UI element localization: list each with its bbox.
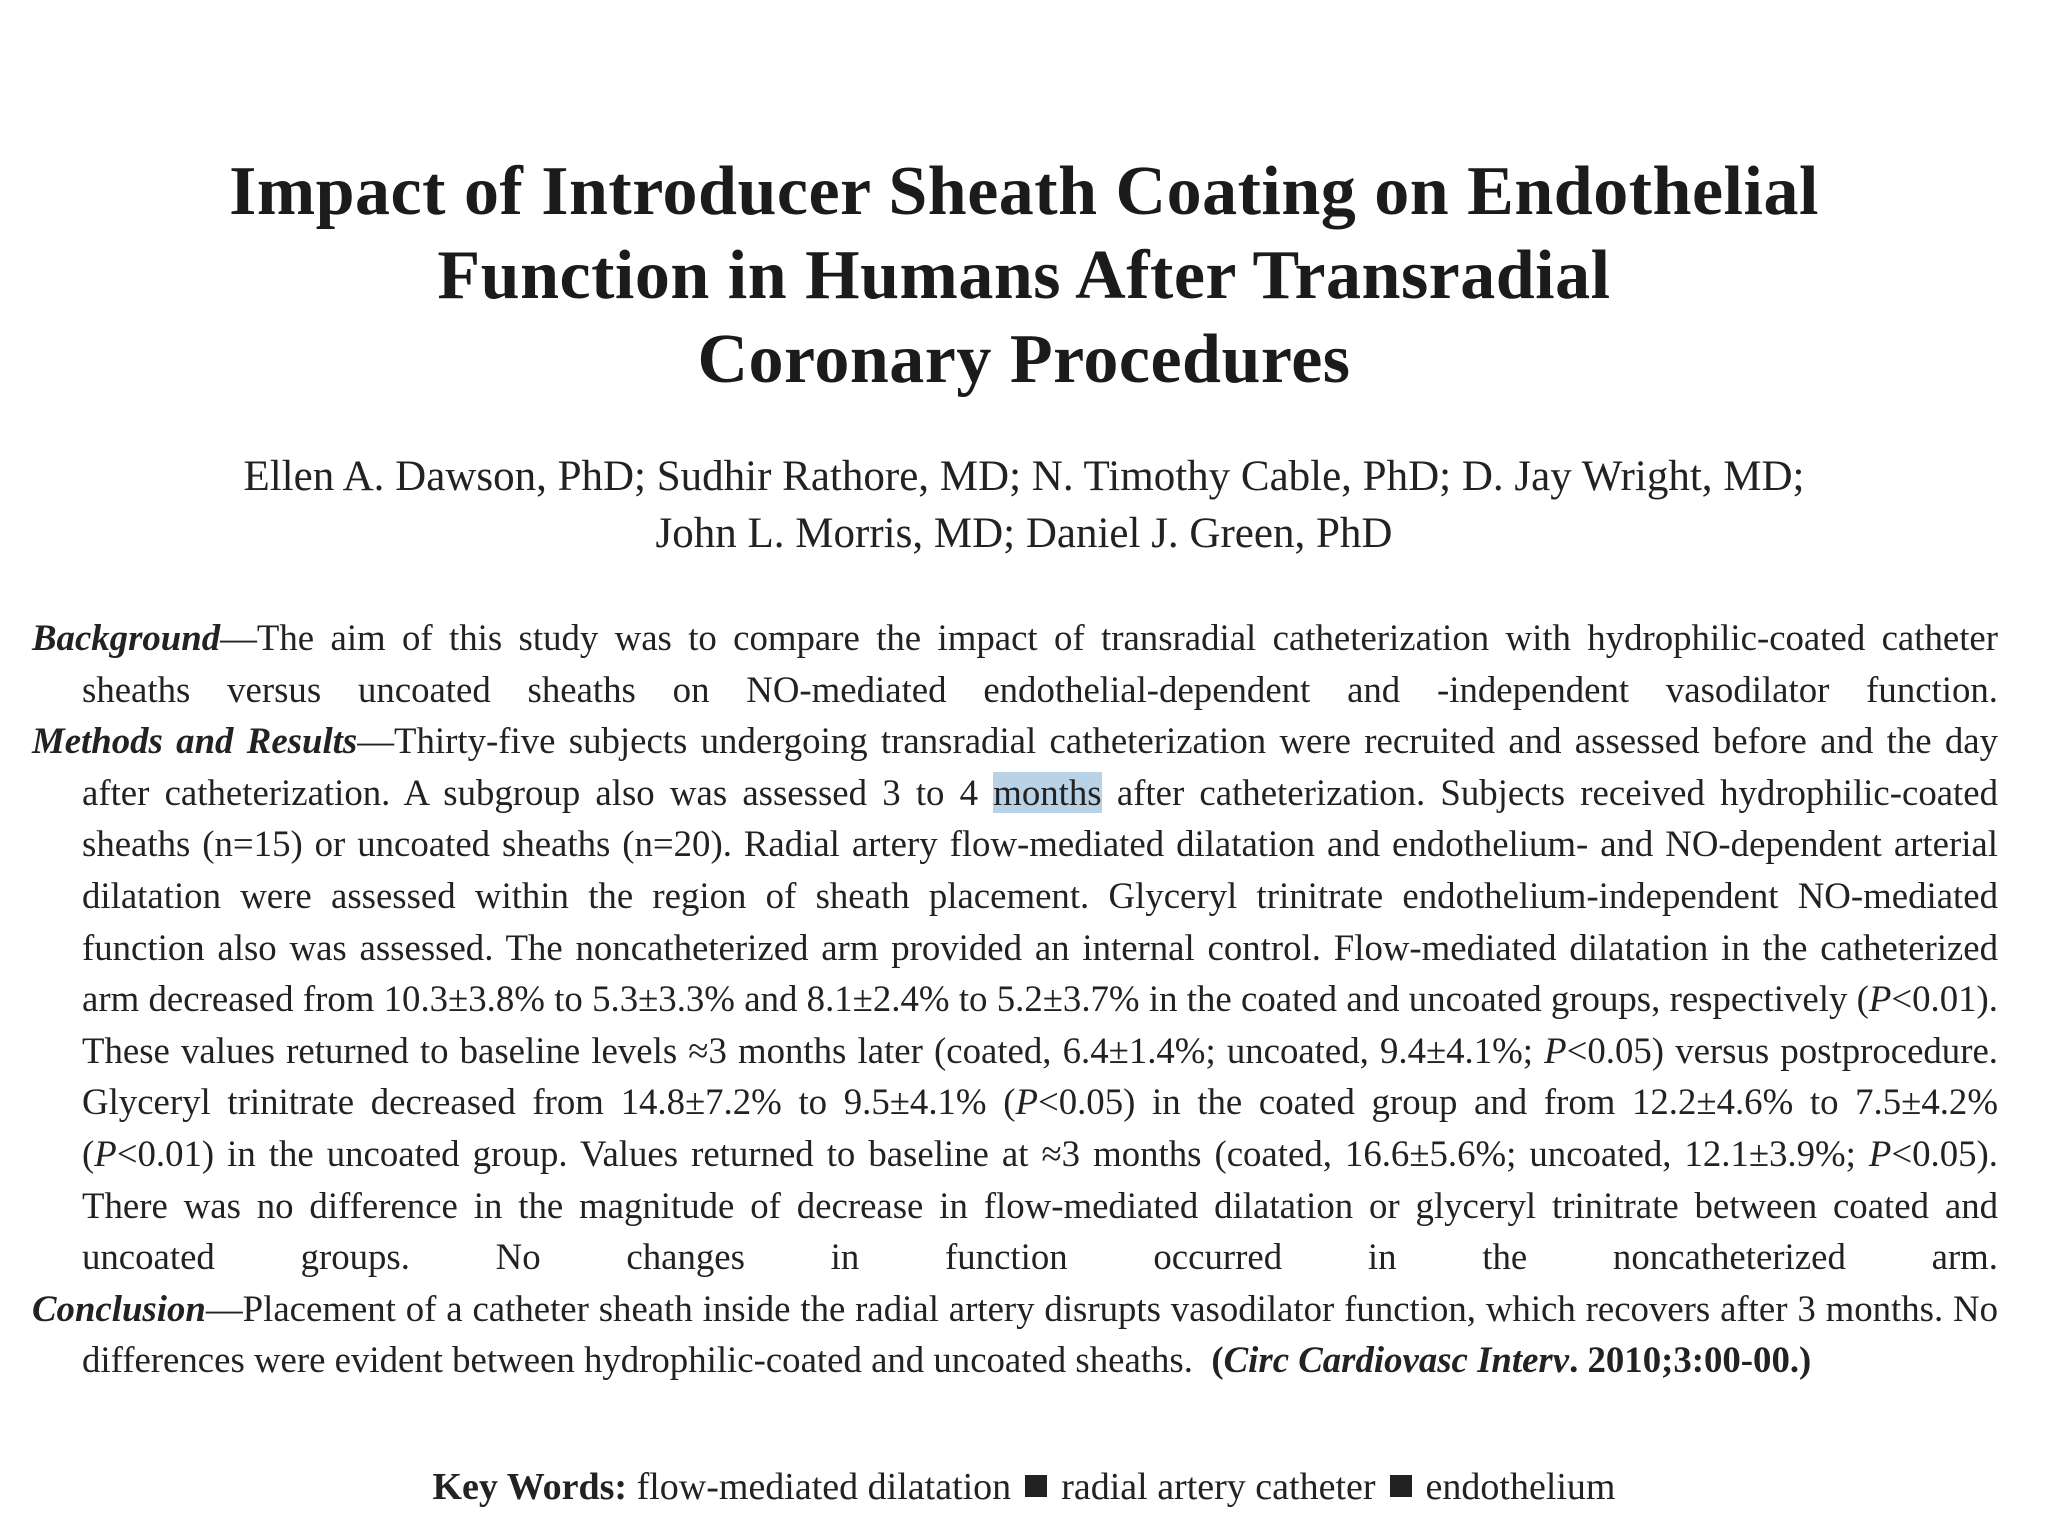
keyword-item: flow-mediated dilatation	[636, 1466, 1012, 1508]
background-label: Background	[32, 617, 221, 658]
p-value-symbol: P	[1868, 978, 1892, 1020]
p-value-symbol: P	[1544, 1029, 1567, 1071]
authors-line-1: Ellen A. Dawson, PhD; Sudhir Rathore, MD; N. Timothy Cable, PhD; D. Jay Wright, MD;	[243, 453, 1805, 500]
methods-text-5: <0.05) in the coated group and from 12.2±4.6% to 7.5±4.2% (	[82, 1081, 1998, 1174]
abstract-background: Background—The aim of this study was to compare the impact of transradial catheterization with hydrophilic-coated catheter sheaths versus uncoated sheaths on NO-mediated endothelial-dependent and -independent vasodilator function.	[32, 617, 1998, 710]
square-bullet-icon	[1025, 1475, 1047, 1497]
citation-open: (	[1211, 1339, 1224, 1381]
key-words-label: Key Words:	[432, 1466, 628, 1508]
keyword-item: endothelium	[1425, 1466, 1616, 1508]
conclusion-label: Conclusion	[32, 1287, 206, 1329]
title-line-3: Coronary Procedures	[697, 321, 1351, 398]
background-text: The aim of this study was to compare the impact of transradial catheterization with hydrophilic-coated catheter sheaths versus uncoated sheaths on NO-mediated endothelial-dependent and -independent vasodilator function.	[82, 617, 1998, 710]
citation-journal: Circ Cardiovasc Interv	[1223, 1339, 1570, 1381]
p-value-symbol: P	[1868, 1132, 1892, 1174]
methods-text-7: <0.05). There was no difference in the magnitude of decrease in flow-mediated dilatation or glyceryl trinitrate between coated and uncoated groups. No changes in function occurred in the noncatheterized arm.	[82, 1132, 1998, 1278]
methods-text-3: <0.01). These values returned to baseline levels ≈3 months later (coated, 6.4±1.4%; uncoated, 9.4±4.1%;	[82, 978, 1998, 1071]
methods-text-6: <0.01) in the uncoated group. Values returned to baseline at ≈3 months (coated, 16.6±5.6%; uncoated, 12.1±3.9%;	[116, 1132, 1869, 1174]
key-words	[0, 1462, 2048, 1512]
title-line-2: Function in Humans After Transradial	[437, 237, 1611, 314]
citation-details: . 2010;3:00-00.)	[1569, 1339, 1812, 1381]
methods-text-1: Thirty-five subjects undergoing transradial catheterization were recruited and assessed before and the day after catheterization. A subgroup also was assessed 3 to 4	[82, 720, 1998, 813]
abstract-conclusion: Conclusion—Placement of a catheter sheath inside the radial artery disrupts vasodilator function, which recovers after 3 months. No differences were evident between hydrophilic-coated and uncoated sheaths. (Circ Cardiovasc Interv. 2010;3:00-00.)	[32, 1287, 1998, 1381]
conclusion-text: Placement of a catheter sheath inside the radial artery disrupts vasodilator function, which recovers after 3 months. No differences were evident between hydrophilic-coated and uncoated sheaths.	[82, 1287, 1998, 1381]
selected-text-highlight[interactable]: months	[993, 771, 1102, 813]
methods-text-4: <0.05) versus postprocedure. Glyceryl trinitrate decreased from 14.8±7.2% to 9.5±4.1% (	[82, 1029, 1998, 1123]
authors-line-2: John L. Morris, MD; Daniel J. Green, PhD	[655, 510, 1393, 557]
abstract-methods-results: Methods and Results—Thirty-five subjects undergoing transradial catheterization were recruited and assessed before and the day after catheterization. A subgroup also was assessed 3 to 4 months after catheterization. Subjects received hydrophilic-coated sheaths (n=15) or uncoated sheaths (n=20). Radial artery flow-mediated dilatation and endothelium- and NO-dependent arterial dilatation were assessed within the region of sheath placement. Glyceryl trinitrate endothelium-independent NO-mediated function also was assessed. The noncatheterized arm provided an internal control. Flow-mediated dilatation in the catheterized arm decreased from 10.3±3.8% to 5.3±3.3% and 8.1±2.4% to 5.2±3.7% in the coated and uncoated groups, respectively (P<0.01). These values returned to baseline levels ≈3 months later (coated, 6.4±1.4%; uncoated, 9.4±4.1%; P<0.05) versus postprocedure. Glyceryl trinitrate decreased from 14.8±7.2% to 9.5±4.1% (P<0.05) in the coated group and from 12.2±4.6% to 7.5±4.2% (P<0.01) in the uncoated group. Values returned to baseline at ≈3 months (coated, 16.6±5.6%; uncoated, 12.1±3.9%; P<0.05). There was no difference in the magnitude of decrease in flow-mediated dilatation or glyceryl trinitrate between coated and uncoated groups. No changes in function occurred in the noncatheterized arm.	[32, 720, 1998, 1278]
author-list	[0, 448, 2048, 562]
title-line-1: Impact of Introducer Sheath Coating on Endothelial	[229, 153, 1819, 230]
methods-text-2: after catheterization. Subjects received hydrophilic-coated sheaths (n=15) or uncoated sheaths (n=20). Radial artery flow-mediated dilatation and endothelium- and NO-dependent arterial dilatation were assessed within the region of sheath placement. Glyceryl trinitrate endothelium-independent NO-mediated function also was assessed. The noncatheterized arm provided an internal control. Flow-mediated dilatation in the catheterized arm decreased from 10.3±3.8% to 5.3±3.3% and 8.1±2.4% to 5.2±3.7% in the coated and uncoated groups, respectively (	[82, 771, 1998, 1020]
abstract	[32, 612, 1998, 1386]
methods-label: Methods and Results	[32, 720, 358, 762]
p-value-symbol: P	[1015, 1081, 1038, 1123]
keyword-item: radial artery catheter	[1061, 1466, 1376, 1508]
article-title	[0, 150, 2048, 402]
p-value-symbol: P	[94, 1132, 117, 1174]
square-bullet-icon	[1390, 1475, 1412, 1497]
